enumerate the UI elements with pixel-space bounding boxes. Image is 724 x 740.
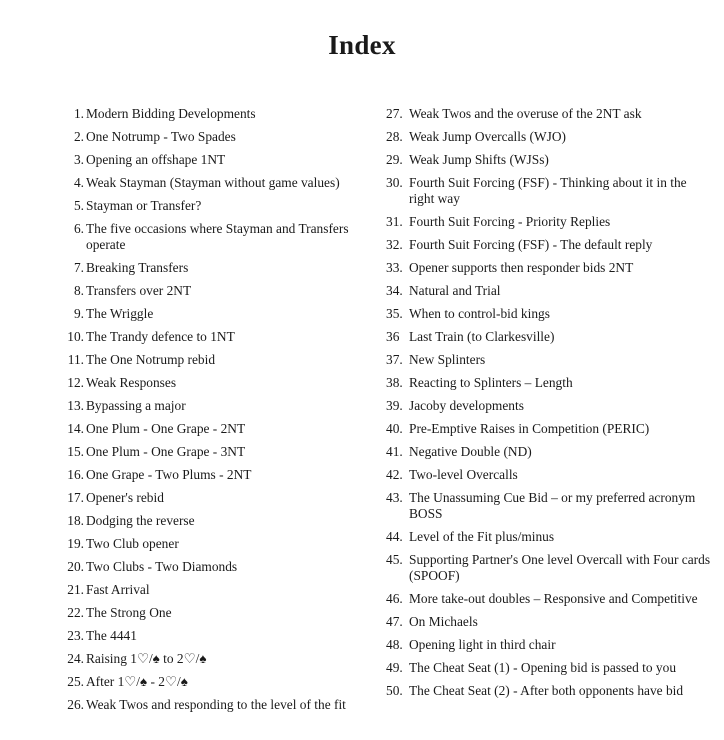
entry-title: When to control-bid kings (409, 306, 550, 321)
entry-title: Jacoby developments (409, 398, 524, 413)
entry-title: Weak Jump Shifts (WJSs) (409, 152, 549, 167)
entry-title: Dodging the reverse (86, 513, 195, 528)
index-entry (386, 683, 712, 699)
entry-number: 3. (73, 152, 84, 167)
entry-title: Weak Jump Overcalls (WJO) (409, 129, 566, 144)
entry-number: 1. (73, 106, 84, 121)
entry-title: Bypassing a major (86, 398, 186, 413)
index-entry (58, 175, 376, 191)
entry-number: 30. (386, 175, 403, 190)
index-entry (58, 697, 376, 713)
entry-number: 28. (386, 129, 403, 144)
index-entry (58, 559, 376, 575)
entry-number: 7. (73, 260, 84, 275)
entry-title: Weak Stayman (Stayman without game values) (86, 175, 340, 190)
entry-number: 32. (386, 237, 403, 252)
entry-number: 5. (73, 198, 84, 213)
index-column-right (386, 99, 712, 699)
entry-title: Supporting Partner's One level Overcall with Four cards (SPOOF) (409, 552, 711, 583)
index-entry (386, 375, 712, 391)
index-entry (58, 536, 376, 552)
entry-number: 38. (386, 375, 403, 390)
entry-title: Fourth Suit Forcing (FSF) - Thinking about it in the right way (409, 175, 687, 206)
index-entry (58, 467, 376, 483)
entry-number: 15. (67, 444, 84, 459)
entry-number: 33. (386, 260, 403, 275)
index-entry (58, 106, 376, 122)
index-entry (386, 591, 712, 607)
index-entry (386, 660, 712, 676)
index-entry (386, 637, 712, 653)
index-entry (58, 513, 376, 529)
index-entry (58, 582, 376, 598)
index-entry (58, 329, 376, 345)
entry-title: Opener's rebid (86, 490, 164, 505)
index-entry (58, 398, 376, 414)
entry-number: 10. (67, 329, 84, 344)
index-entry (386, 214, 712, 230)
entry-number: 48. (386, 637, 403, 652)
entry-number: 49. (386, 660, 403, 675)
index-entry (58, 490, 376, 506)
page-title: Index (328, 30, 396, 60)
entry-number: 31. (386, 214, 403, 229)
index-entry (58, 651, 376, 667)
entry-title: Modern Bidding Developments (86, 106, 256, 121)
index-entry (386, 260, 712, 276)
entry-number: 20. (67, 559, 84, 574)
entry-title: Transfers over 2NT (86, 283, 192, 298)
entry-title: Last Train (to Clarkesville) (409, 329, 555, 344)
index-entry (58, 306, 376, 322)
entry-number: 21. (67, 582, 84, 597)
entry-title: The Strong One (86, 605, 172, 620)
index-entry (386, 175, 712, 207)
entry-number: 22. (67, 605, 84, 620)
index-entry (386, 237, 712, 253)
entry-number: 9. (73, 306, 84, 321)
entry-number: 13. (67, 398, 84, 413)
entry-title: The five occasions where Stayman and Transfers operate (86, 221, 349, 252)
entry-title: Two Club opener (86, 536, 179, 551)
entry-title: The Cheat Seat (1) - Opening bid is passed to you (409, 660, 677, 675)
index-entry (58, 628, 376, 644)
entry-title: Breaking Transfers (86, 260, 189, 275)
entry-number: 26. (67, 697, 84, 712)
entry-title: Stayman or Transfer? (86, 198, 202, 213)
entry-title: Opening light in third chair (409, 637, 556, 652)
entry-title: Weak Twos and responding to the level of the fit (86, 697, 346, 712)
entry-title: Two Clubs - Two Diamonds (86, 559, 238, 574)
entry-title: One Grape - Two Plums - 2NT (86, 467, 252, 482)
entry-number: 27. (386, 106, 403, 121)
entry-number: 42. (386, 467, 403, 482)
entry-title: One Notrump - Two Spades (86, 129, 236, 144)
entry-title: One Plum - One Grape - 2NT (86, 421, 246, 436)
index-entry (386, 306, 712, 322)
entry-number: 24. (67, 651, 84, 666)
entry-number: 37. (386, 352, 403, 367)
index-entry (386, 152, 712, 168)
entry-number: 43. (386, 490, 403, 505)
entry-title: The Unassuming Cue Bid – or my preferred acronym BOSS (409, 490, 696, 521)
entry-title: The Trandy defence to 1NT (86, 329, 235, 344)
entry-number: 18. (67, 513, 84, 528)
entry-number: 34. (386, 283, 403, 298)
entry-title: The Cheat Seat (2) - After both opponents have bid (409, 683, 684, 698)
entry-title: After 1♡/♠ - 2♡/♠ (86, 674, 188, 689)
index-entry (386, 352, 712, 368)
entry-number: 17. (67, 490, 84, 505)
index-entry (386, 329, 712, 345)
index-entry (58, 198, 376, 214)
index-entry (386, 398, 712, 414)
index-column-left (58, 99, 376, 713)
entry-title: New Splinters (409, 352, 486, 367)
entry-title: Negative Double (ND) (409, 444, 532, 459)
entry-number: 6. (73, 221, 84, 236)
entry-title: The 4441 (86, 628, 137, 643)
index-entry (58, 605, 376, 621)
index-entry (386, 614, 712, 630)
entry-number: 23. (67, 628, 84, 643)
entry-number: 12. (67, 375, 84, 390)
index-entry (58, 421, 376, 437)
entry-number: 45. (386, 552, 403, 567)
entry-title: Level of the Fit plus/minus (409, 529, 555, 544)
entry-title: The One Notrump rebid (86, 352, 216, 367)
entry-number: 35. (386, 306, 403, 321)
entry-title: One Plum - One Grape - 3NT (86, 444, 246, 459)
entry-number: 36 (386, 329, 400, 344)
index-entry (58, 352, 376, 368)
index-entry (386, 490, 712, 522)
entry-number: 40. (386, 421, 403, 436)
index-entry (58, 283, 376, 299)
index-entry (58, 221, 376, 253)
index-entry (58, 152, 376, 168)
index-entry (386, 444, 712, 460)
entry-title: Opener supports then responder bids 2NT (409, 260, 634, 275)
entry-number: 50. (386, 683, 403, 698)
entry-title: On Michaels (409, 614, 478, 629)
entry-number: 14. (67, 421, 84, 436)
index-entry (386, 529, 712, 545)
index-entry (386, 421, 712, 437)
entry-title: Weak Twos and the overuse of the 2NT ask (409, 106, 642, 121)
entry-title: Fast Arrival (86, 582, 150, 597)
entry-number: 39. (386, 398, 403, 413)
entry-title: The Wriggle (86, 306, 154, 321)
entry-title: Raising 1♡/♠ to 2♡/♠ (86, 651, 207, 666)
entry-title: Weak Responses (86, 375, 177, 390)
entry-title: Pre-Emptive Raises in Competition (PERIC) (409, 421, 650, 436)
index-entry (386, 283, 712, 299)
entry-number: 2. (73, 129, 84, 144)
entry-title: Fourth Suit Forcing (FSF) - The default reply (409, 237, 653, 252)
entry-number: 29. (386, 152, 403, 167)
entry-title: Opening an offshape 1NT (86, 152, 226, 167)
index-entry (58, 129, 376, 145)
entry-number: 46. (386, 591, 403, 606)
entry-number: 16. (67, 467, 84, 482)
entry-title: Fourth Suit Forcing - Priority Replies (409, 214, 611, 229)
entry-title: Natural and Trial (409, 283, 501, 298)
index-entry (58, 444, 376, 460)
index-entry (386, 106, 712, 122)
entry-number: 8. (73, 283, 84, 298)
entry-number: 44. (386, 529, 403, 544)
entry-number: 4. (73, 175, 84, 190)
index-entry (386, 129, 712, 145)
entry-number: 19. (67, 536, 84, 551)
entry-title: More take-out doubles – Responsive and Competitive (409, 591, 698, 606)
entry-number: 41. (386, 444, 403, 459)
entry-title: Two-level Overcalls (409, 467, 518, 482)
index-entry (58, 674, 376, 690)
index-entry (386, 552, 712, 584)
entry-title: Reacting to Splinters – Length (409, 375, 573, 390)
index-entry (58, 375, 376, 391)
entry-number: 47. (386, 614, 403, 629)
index-entry (58, 260, 376, 276)
index-entry (386, 467, 712, 483)
entry-number: 11. (67, 352, 84, 367)
entry-number: 25. (67, 674, 84, 689)
